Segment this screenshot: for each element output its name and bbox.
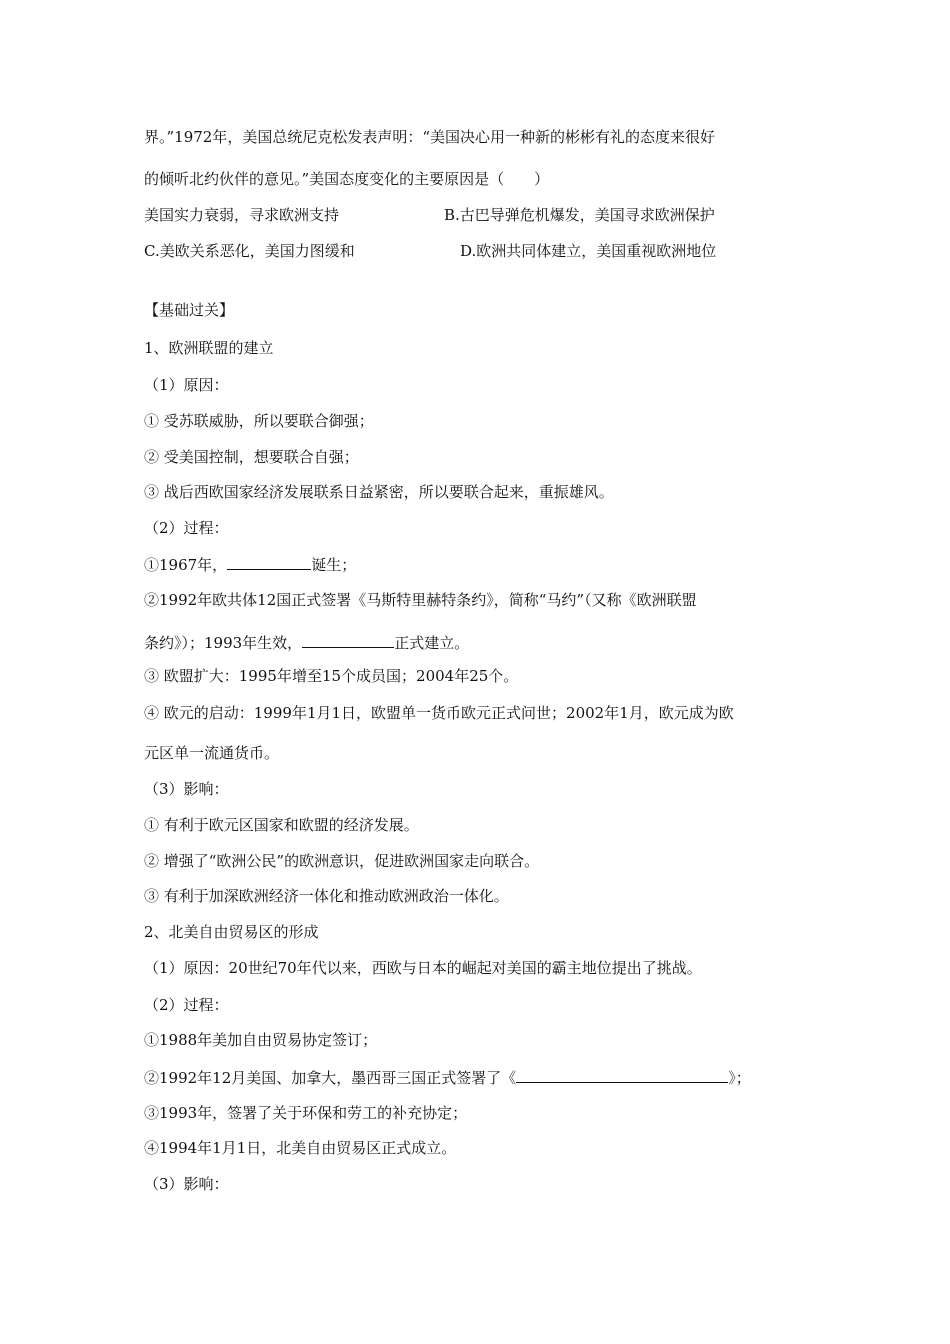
eu-process-1-prefix: ①1967年，	[144, 556, 228, 574]
eu-cause-label: （1）原因：	[144, 376, 229, 394]
na-impact-label: （3）影响：	[144, 1175, 229, 1193]
na-process-1: ①1988年美加自由贸易协定签订；	[144, 1031, 378, 1049]
option-d: D.欧洲共同体建立，美国重视欧洲地位	[460, 242, 717, 260]
eu-process-1	[144, 553, 356, 575]
na-process-2	[144, 1066, 751, 1088]
eu-process-1-suffix: 诞生；	[311, 556, 357, 574]
question-line-2: 的倾听北约伙伴的意见。”美国态度变化的主要原因是（ ）	[144, 170, 550, 188]
eu-cause-3: ③ 战后西欧国家经济发展联系日益紧密，所以要联合起来，重振雄风。	[144, 483, 614, 501]
option-b: B.古巴导弹危机爆发，美国寻求欧洲保护	[444, 206, 715, 224]
eu-heading: 1、欧洲联盟的建立	[144, 339, 274, 357]
eu-impact-3: ③ 有利于加深欧洲经济一体化和推动欧洲政治一体化。	[144, 887, 509, 905]
option-row-cd	[144, 241, 804, 261]
na-process-4: ④1994年1月1日，北美自由贸易区正式成立。	[144, 1139, 457, 1157]
eu-process-3: ③ 欧盟扩大：1995年增至15个成员国；2004年25个。	[144, 667, 519, 685]
fill-blank-eu[interactable]	[302, 631, 394, 648]
eu-process-4-line-1: ④ 欧元的启动：1999年1月1日，欧盟单一货币欧元正式问世；2002年1月，欧元成为欧	[144, 704, 734, 722]
eu-process-4-line-2: 元区单一流通货币。	[144, 744, 280, 762]
na-process-2-suffix: 》；	[728, 1069, 751, 1087]
eu-cause-2: ② 受美国控制，想要联合自强；	[144, 448, 359, 466]
eu-process-2-line-2	[144, 631, 469, 653]
fill-blank-eec[interactable]	[227, 553, 311, 570]
eu-process-2-suffix: 正式建立。	[394, 634, 470, 652]
na-heading: 2、北美自由贸易区的形成	[144, 923, 319, 941]
question-line-1: 界。”1972年，美国总统尼克松发表声明：“美国决心用一种新的彬彬有礼的态度来很好	[144, 128, 716, 146]
fill-blank-nafta[interactable]	[516, 1066, 728, 1083]
eu-impact-1: ① 有利于欧元区国家和欧盟的经济发展。	[144, 816, 419, 834]
eu-process-2-line-1: ②1992年欧共体12国正式签署《马斯特里赫特条约》，简称“马约”（又称《欧洲联盟	[144, 591, 697, 609]
eu-cause-1: ① 受苏联威胁，所以要联合御强；	[144, 412, 374, 430]
option-c: C.美欧关系恶化，美国力图缓和	[144, 242, 355, 260]
eu-impact-2: ② 增强了“欧洲公民”的欧洲意识，促进欧洲国家走向联合。	[144, 852, 540, 870]
na-cause: （1）原因：20世纪70年代以来，西欧与日本的崛起对美国的霸主地位提出了挑战。	[144, 959, 702, 977]
section-title: 【基础过关】	[144, 301, 235, 319]
eu-process-label: （2）过程：	[144, 519, 229, 537]
na-process-2-prefix: ②1992年12月美国、加拿大，墨西哥三国正式签署了《	[144, 1069, 517, 1087]
na-process-3: ③1993年，签署了关于环保和劳工的补充协定；	[144, 1104, 468, 1122]
option-row-ab	[144, 205, 804, 225]
eu-impact-label: （3）影响：	[144, 780, 229, 798]
option-a: 美国实力衰弱，寻求欧洲支持	[144, 206, 340, 224]
eu-process-2-prefix: 条约》）；1993年生效，	[144, 634, 303, 652]
na-process-label: （2）过程：	[144, 996, 229, 1014]
